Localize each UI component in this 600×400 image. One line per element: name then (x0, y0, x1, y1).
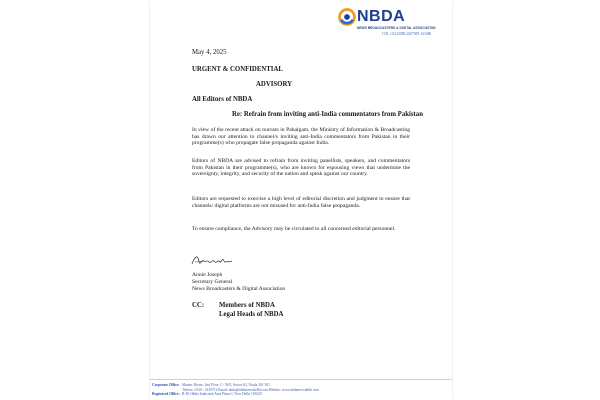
handwritten-signature (190, 250, 234, 270)
registered-office-address: B-30 Okhla Industrial Area Phase I, New Delhi 110020 (182, 392, 262, 396)
corporate-office-address: Mantec House, 2nd Floor, C- 56/5, Sector 62, Noida 201 301 (182, 383, 270, 387)
cc-recipient: Members of NBDA (219, 302, 275, 309)
nbda-logo (338, 8, 436, 42)
classification: URGENT & CONFIDENTIAL (192, 66, 283, 73)
signer-name: Annie Joseph (192, 272, 223, 278)
signer-title: Secretary General (192, 278, 233, 285)
signature-block (192, 272, 352, 292)
body-paragraph-4: To ensure compliance, the Advisory may be circulated to all concerned editorial personnel. (192, 226, 396, 232)
footer-divider (150, 379, 452, 380)
body-paragraph-2: Editors of NBDA are advised to refrain from inviting panellists, speakers, and commentators from Pakistan in their programme(s), who are known for espousing views that undermine the sovereignty, integrity, and security of the nation and speak against our country. (192, 158, 410, 178)
body-paragraph-3: Editors are requested to exercise a high level of editorial discretion and judgment to ensure that channels/ digital platforms are not misused for anti-India false propaganda. (192, 196, 410, 209)
body-paragraph-1: In view of the recent attack on tourists in Pahalgam, the Ministry of Information & Broadcasting has drawn our attention to channel/s inviting anti-India commentators from Pakistan in their programme(s) who propagate false propaganda against India. (192, 127, 410, 147)
corporate-office-label: Corporate Office: (152, 383, 180, 387)
logo-wordmark: NBDA (357, 8, 406, 25)
contact-details: Telefax: 0120 - 4129712 Email: nbda@nbdanewsdelhi.com Website: www.nbdanewsdelhi.com (182, 387, 320, 392)
cc-recipient: Legal Heads of NBDA (219, 311, 284, 318)
cc-label: CC: (192, 302, 205, 309)
logo-subtitle: NEWS BROADCASTERS & DIGITAL ASSOCIATION (357, 26, 436, 30)
registered-office-label: Registered Office: (152, 392, 180, 396)
document-title: ADVISORY (256, 81, 293, 88)
subject-line: Re: Refrain from inviting anti-India commentators from Pakistan (232, 111, 423, 118)
addressee: All Editors of NBDA (192, 96, 253, 103)
signer-organization: News Broadcasters & Digital Association (192, 285, 286, 292)
letter-date: May 4, 2025 (192, 49, 227, 56)
nbda-logo-icon (338, 8, 356, 26)
cin-number: CIN: U22100DL2007NPL163480 (382, 32, 432, 36)
